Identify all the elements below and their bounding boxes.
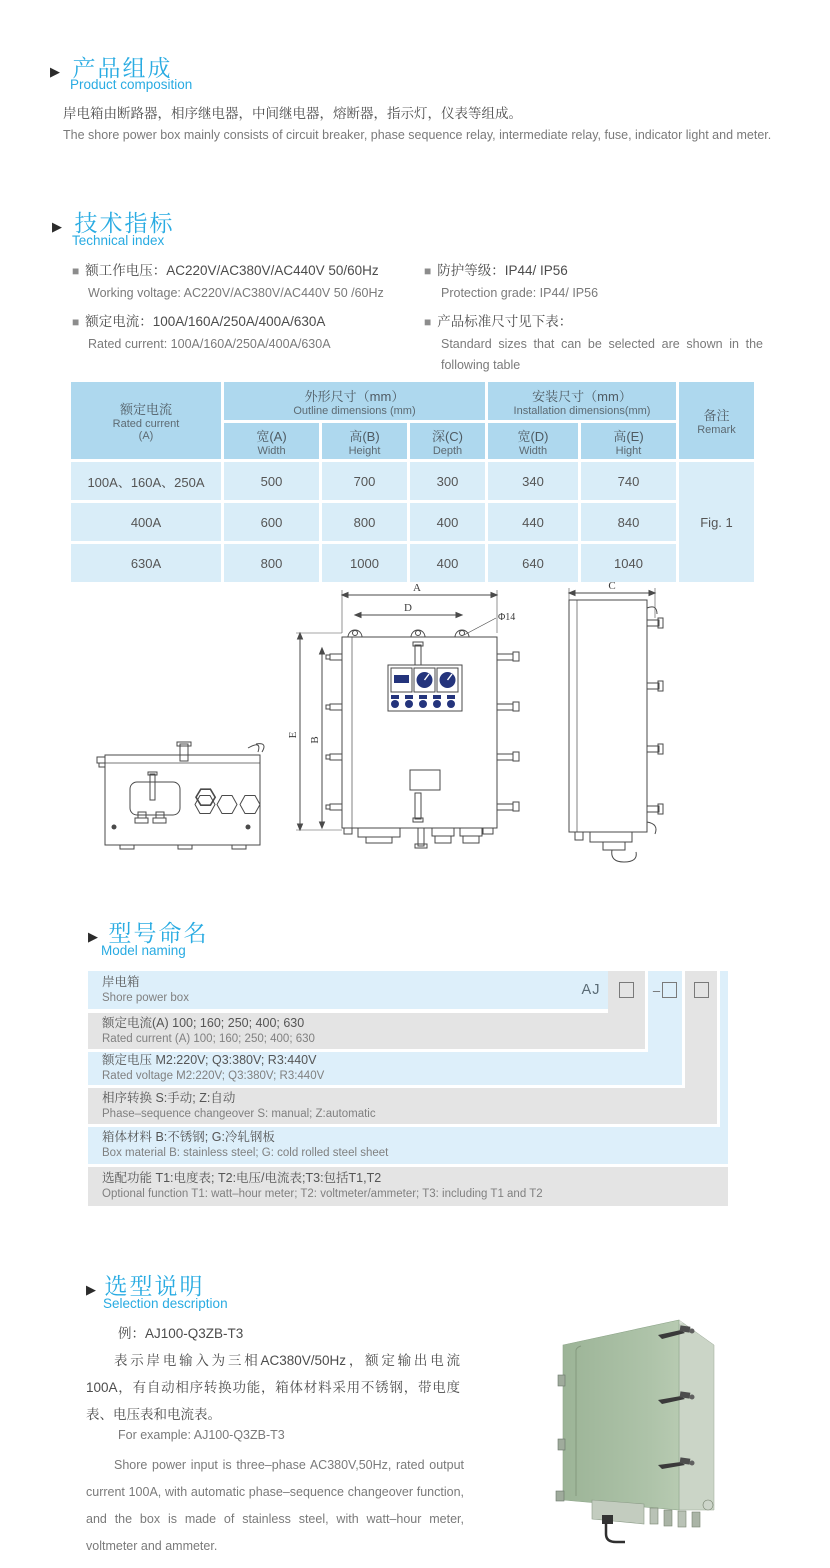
dim-label-c: C [608, 580, 616, 592]
spec-standard-sizes-en: Standard sizes that can be selected are shown in the following table [441, 337, 763, 372]
subheader-en: Hight [615, 444, 642, 457]
right-latches [497, 652, 519, 811]
naming-row-cn: 额定电压 M2:220V; Q3:380V; R3:440V [102, 1053, 317, 1068]
naming-row-cn: 相序转换 S:手动; Z:自动 [102, 1090, 236, 1105]
square-bullet-icon: ■ [72, 264, 80, 278]
spec-text: 额定电流：100A/160A/250A/400A/630A [85, 314, 326, 329]
header-en: Outline dimensions (mm) [293, 404, 416, 417]
bottom-glands [344, 828, 493, 848]
dim-label-phi14: Φ14 [498, 612, 516, 623]
section-title-en: Selection description [103, 1296, 228, 1311]
section-arrow-icon: ▶ [50, 64, 60, 79]
table-row [71, 503, 754, 541]
section-title-cn: 技术指标 [74, 210, 175, 236]
dimensions-table [68, 379, 757, 585]
section-title-en: Model naming [101, 943, 186, 958]
header-cn: 安装尺寸（mm） [532, 388, 632, 404]
section-arrow-icon: ▶ [88, 929, 98, 944]
dim-label-a: A [413, 582, 421, 594]
spec-protection-grade-en: Protection grade: IP44/ IP56 [441, 286, 599, 300]
box-side-face [679, 1320, 714, 1510]
square-bullet-icon: ■ [72, 315, 80, 329]
header-en: Remark [697, 424, 736, 436]
cell-height: 700 [322, 462, 407, 500]
subheader-en: Depth [432, 444, 463, 457]
naming-row-en: Box material B: stainless steel; G: cold rolled steel sheet [102, 1147, 389, 1160]
naming-row-cn: 岸电箱 [102, 974, 140, 989]
model-code-box-2 [648, 971, 682, 1009]
naming-row-rated-current [88, 1013, 645, 1049]
model-naming-diagram [88, 971, 728, 1207]
subheader-en: Width [257, 444, 286, 457]
code-box-icon [694, 982, 709, 998]
header-rated-current [71, 382, 221, 459]
cell-install-width: 640 [488, 544, 578, 582]
side-latches [647, 618, 663, 814]
cell-height: 800 [322, 503, 407, 541]
cell-install-hight: 840 [581, 503, 676, 541]
table-row [71, 462, 754, 500]
spec-protection-grade-cn [424, 259, 568, 279]
naming-row-optional-function [88, 1167, 728, 1206]
spec-text: 防护等级：IP44/ IP56 [437, 263, 568, 278]
cell-current: 100A、160A、250A [71, 462, 221, 500]
hex-glands [195, 789, 260, 813]
naming-row-shore-power-box [88, 971, 608, 1009]
left-bolts [326, 654, 342, 810]
naming-row-en: Rated current (A) 100; 160; 250; 400; 630 [102, 1032, 315, 1045]
model-prefix-text: AJ [581, 982, 601, 998]
spec-working-voltage-cn [72, 259, 379, 279]
section-arrow-icon: ▶ [52, 219, 62, 234]
section-title-cn: 选型说明 [104, 1273, 205, 1299]
subheader-hight-e [581, 423, 676, 459]
cell-install-width: 440 [488, 503, 578, 541]
code-box-icon [662, 982, 677, 998]
technical-drawing [60, 578, 770, 883]
dim-label-e: E [287, 731, 299, 739]
spec-rated-current-en: Rated current: 100A/160A/250A/400A/630A [88, 337, 331, 351]
naming-row-box-material [88, 1127, 728, 1164]
naming-row-en: Shore power box [102, 991, 189, 1004]
cell-install-width: 340 [488, 462, 578, 500]
model-code-box-1 [608, 971, 645, 1009]
composition-body-cn: 岸电箱由断路器，相序继电器，中间继电器，熔断器，指示灯，仪表等组成。 [63, 106, 522, 121]
section-arrow-icon: ▶ [86, 1282, 96, 1297]
box-front-face [563, 1320, 679, 1510]
naming-row-en: Rated voltage M2:220V; Q3:380V; R3:440V [102, 1070, 325, 1083]
spec-standard-sizes-cn [424, 310, 572, 330]
top-view-drawing [97, 742, 264, 849]
subheader-cn: 高(E) [613, 428, 644, 444]
subheader-height-b [322, 423, 407, 459]
cell-width: 500 [224, 462, 319, 500]
subheader-cn: 高(B) [349, 428, 380, 444]
front-view-drawing [287, 582, 519, 848]
section-title-en: Technical index [72, 233, 165, 248]
header-outline-dimensions [224, 382, 485, 420]
naming-row-phase-sequence [88, 1088, 717, 1124]
header-en: Installation dimensions(mm) [513, 404, 651, 417]
table-row [71, 544, 754, 582]
header-en: Rated current [112, 418, 180, 430]
subheader-cn: 宽(D) [517, 428, 549, 444]
cell-current: 400A [71, 503, 221, 541]
section-title-cn: 产品组成 [72, 55, 173, 81]
cell-install-hight: 740 [581, 462, 676, 500]
subheader-width-d [488, 423, 578, 459]
subheader-width-a [224, 423, 319, 459]
meter-panel [388, 665, 462, 711]
header-cn: 额定电流 [119, 402, 172, 417]
spec-rated-current-cn [72, 310, 325, 330]
header-remark [679, 382, 754, 459]
subheader-cn: 宽(A) [256, 428, 287, 444]
cell-depth: 400 [410, 503, 485, 541]
cell-height: 1000 [322, 544, 407, 582]
cell-depth: 400 [410, 544, 485, 582]
cell-install-hight: 1040 [581, 544, 676, 582]
section-title-cn: 型号命名 [108, 920, 209, 946]
subheader-en: Width [518, 444, 548, 457]
side-bottom-hardware [575, 832, 636, 862]
selection-desc-cn: 表示岸电输入为三相AC380V/50Hz，额定输出电流100A，有自动相序转换功能，箱体材料采用不锈钢，带电度表、电压表和电流表。 [86, 1353, 460, 1422]
header-cn: 外形尺寸（mm） [304, 388, 405, 404]
product-photo [552, 1303, 792, 1563]
selection-example-en: For example: AJ100-Q3ZB-T3 [118, 1428, 285, 1442]
model-code-box-3 [685, 971, 717, 1009]
square-bullet-icon: ■ [424, 264, 432, 278]
cell-depth: 300 [410, 462, 485, 500]
header-installation-dimensions [488, 382, 676, 420]
naming-row-en: Optional function T1: watt–hour meter; T2: voltmeter/ammeter; T3: including T1 and T2 [102, 1188, 543, 1201]
naming-row-en: Phase–sequence changeover S: manual; Z:automatic [102, 1107, 376, 1120]
section-title-en: Product composition [70, 77, 193, 92]
naming-row-rated-voltage [88, 1052, 682, 1085]
code-box-icon [619, 982, 634, 998]
cell-remark: Fig. 1 [679, 462, 754, 582]
spec-working-voltage-en: Working voltage: AC220V/AC380V/AC440V 50 /60Hz [88, 286, 384, 300]
dash-icon: – [652, 982, 661, 998]
dim-label-b: B [309, 736, 321, 744]
cell-width: 800 [224, 544, 319, 582]
selection-example-cn: 例：AJ100-Q3ZB-T3 [118, 1326, 244, 1341]
naming-row-cn: 箱体材料 B:不锈钢; G:冷轧钢板 [102, 1130, 275, 1145]
header-cn: 备注 [703, 408, 730, 423]
selection-desc-en: Shore power input is three–phase AC380V,50Hz, rated output current 100A, with automatic phase–sequence changeover function, and the box is made of stainless steel, with watt–hour meter, voltmeter and ammeter. [86, 1458, 464, 1553]
cell-width: 600 [224, 503, 319, 541]
subheader-cn: 深(C) [431, 428, 464, 444]
spec-text: 额工作电压：AC220V/AC380V/AC440V 50/60Hz [85, 263, 379, 278]
composition-body-en: The shore power box mainly consists of circuit breaker, phase sequence relay, intermediate relay, fuse, indicator light and meter. [63, 128, 772, 142]
header-unit: (A) [138, 430, 154, 442]
subheader-en: Height [348, 444, 381, 457]
naming-row-cn: 选配功能 T1:电度表; T2:电压/电流表;T3:包括T1,T2 [102, 1171, 382, 1186]
side-view-drawing [569, 580, 663, 862]
model-prefix [574, 971, 608, 1009]
naming-row-cn: 额定电流(A) 100; 160; 250; 400; 630 [102, 1015, 305, 1030]
cell-current: 630A [71, 544, 221, 582]
square-bullet-icon: ■ [424, 315, 432, 329]
spec-text: 产品标准尺寸见下表： [437, 314, 573, 329]
subheader-depth-c [410, 423, 485, 459]
dim-label-d: D [404, 602, 412, 614]
